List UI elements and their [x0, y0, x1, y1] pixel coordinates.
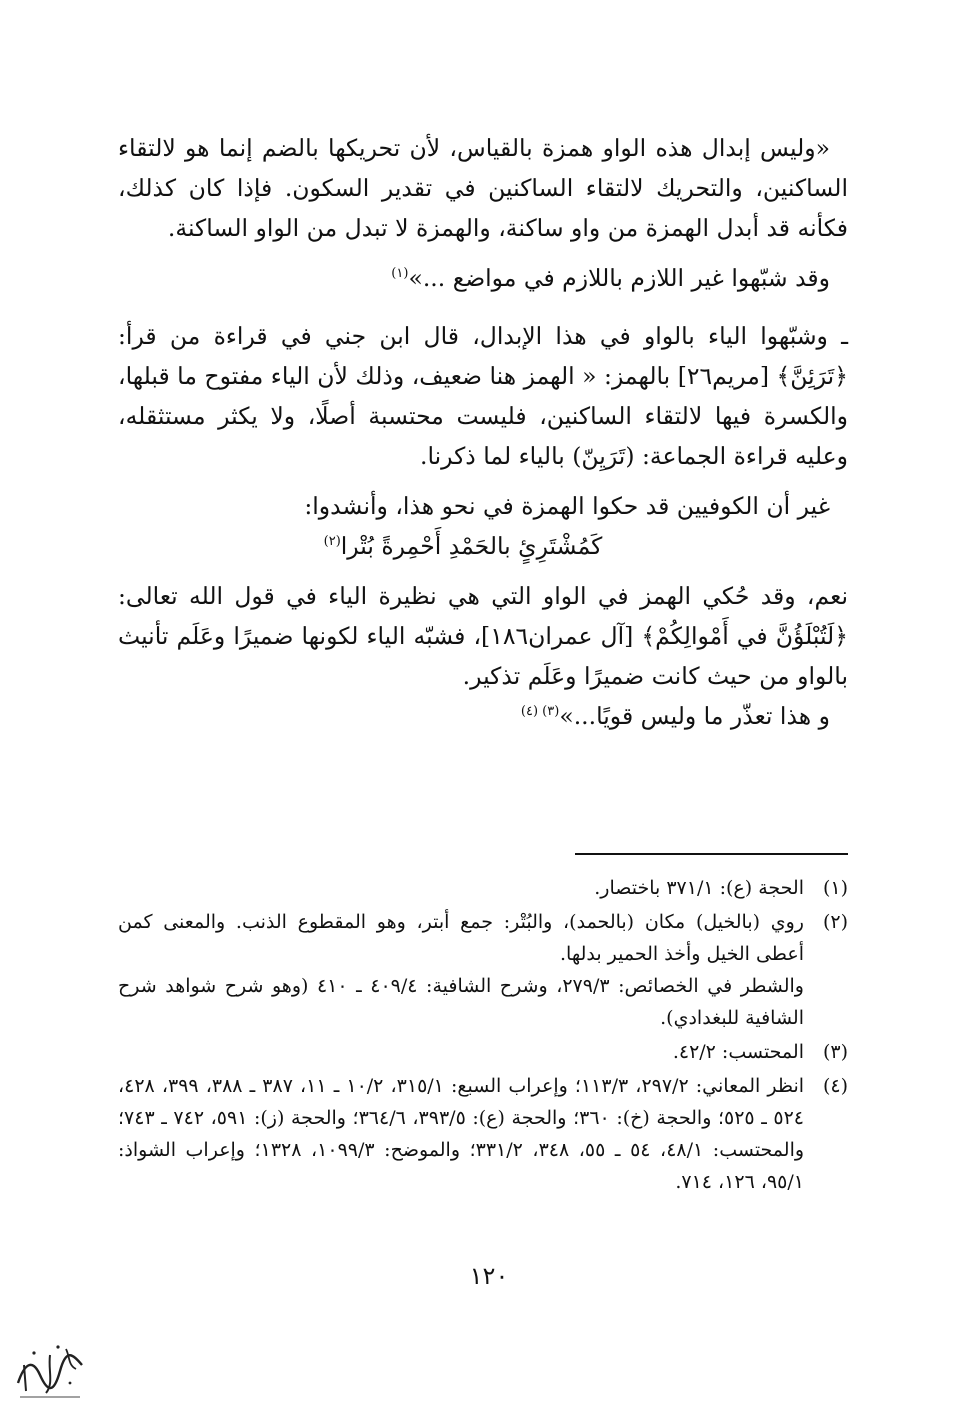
footnote-text: الحجة (ع): ٣٧١/١ باختصار.	[594, 877, 804, 899]
footnotes	[118, 872, 848, 1200]
paragraph-2-text: وقد شبّهوا غير اللازم باللازم في مواضع ...»	[408, 264, 830, 292]
footnote-ref-3-4: (٣) (٤)	[520, 704, 560, 720]
footnote-ref-2: (٢)	[323, 534, 341, 550]
footnote-text: انظر المعاني: ٢٩٧/٢، ١١٣/٣؛ وإعراب السبع: ٣١٥/١، ١٠/٢ ـ ١١، ٣٨٧ ـ ٣٨٨، ٣٩٩، ٤٢٨، ٥٢٤ ـ ٥٢٥؛ والحجة (خ): ٣٦٠؛ والحجة (ع): ٣٩٣/٥، ٣٦٤/٦؛ والحجة (ز): ٥٩١، ٧٤٢ ـ ٧٤٣؛ والمحتسب: ٤٨/١، ٥٤ ـ ٥٥، ٣٤٨، ٣٣١/٢؛ والموضح: ١٠٩٩/٣، ١٣٢٨؛ وإعراب الشواذ: ٩٥/١، ١٢٦، ٧١٤.	[118, 1075, 805, 1193]
footnote-number: (٣)	[822, 1041, 848, 1063]
paragraph-6-text: و هذا تعذّر ما وليس قويًا...»	[559, 702, 830, 730]
page-number: ١٢٠	[469, 1262, 509, 1290]
footnote-separator	[575, 853, 848, 855]
footnote-text: المحتسب: ٤٢/٢.	[672, 1041, 804, 1063]
paragraph-5: نعم، وقد حُكي الهمز في الواو التي هي نظيرة الياء في قول الله تعالى: ﴿لَتُبْلَؤُنَّ في أَمْوالِكُمْ﴾ [آل عمران١٨٦]، فشبّه الياء لكونها ضميرًا وعَلَم تأنيث بالواو من حيث كانت ضميرًا وعَلَم تذكير.	[118, 582, 848, 690]
calligraphy-stamp-logo	[10, 1335, 90, 1405]
footnote-ref-1: (١)	[391, 266, 409, 282]
footnote-2	[118, 906, 848, 1034]
footnote-1	[118, 872, 848, 904]
footnote-4	[118, 1070, 848, 1198]
footnote-number: (٤)	[822, 1075, 848, 1097]
footnote-text: روي (بالخيل) مكان (بالحمد)، والبُتْر: جمع أبتر، وهو المقطوع الذنب. والمعنى كمن أعطى الخيل وأخذ الحمير بدلها.	[118, 911, 804, 965]
main-text	[118, 128, 848, 736]
footnote-number: (٢)	[822, 911, 848, 933]
footnote-3	[118, 1036, 848, 1068]
paragraph-1: «وليس إبدال هذه الواو همزة بالقياس، لأن تحريكها بالضم إنما هو لالتقاء الساكنين، والتحريك لالتقاء الساكنين في تقدير السكون. فإذا كان كذلك، فكأنه قد أبدل الهمزة من واو ساكنة، والهمزة لا تبدل من الواو الساكنة.	[118, 134, 848, 242]
poetry-verse	[118, 526, 848, 566]
paragraph-4: غير أن الكوفيين قد حكوا الهمزة في نحو هذا، وأنشدوا:	[304, 492, 830, 520]
footnote-text: والشطر في الخصائص: ٢٧٩/٣، وشرح الشافية: ٤٠٩/٤ ـ ٤١٠ (وهو شرح شواهد شرح الشافية للبغدادي).	[118, 975, 804, 1029]
footnote-number: (١)	[822, 877, 848, 899]
paragraph-3: ـ وشبّهوا الياء بالواو في هذا الإبدال، قال ابن جني في قراءة من قرأ: ﴿تَرَئِنَّ﴾ [مريم٢٦] بالهمز: « الهمز هنا ضعيف، وذلك لأن الياء مفتوح ما قبلها، والكسرة فيها لالتقاء الساكنين، فليست محتسبة أصلًا، ولا يكثر مستثقله، وعليه قراءة الجماعة: (تَرَيِنّ) بالياء لما ذكرنا.	[118, 322, 848, 470]
verse-text: كَمُشْتَرِئٍ بالحَمْدِ أَحْمِرةً بُتْرا	[340, 532, 603, 560]
paragraph-6	[118, 696, 848, 736]
paragraph-2	[118, 258, 848, 298]
